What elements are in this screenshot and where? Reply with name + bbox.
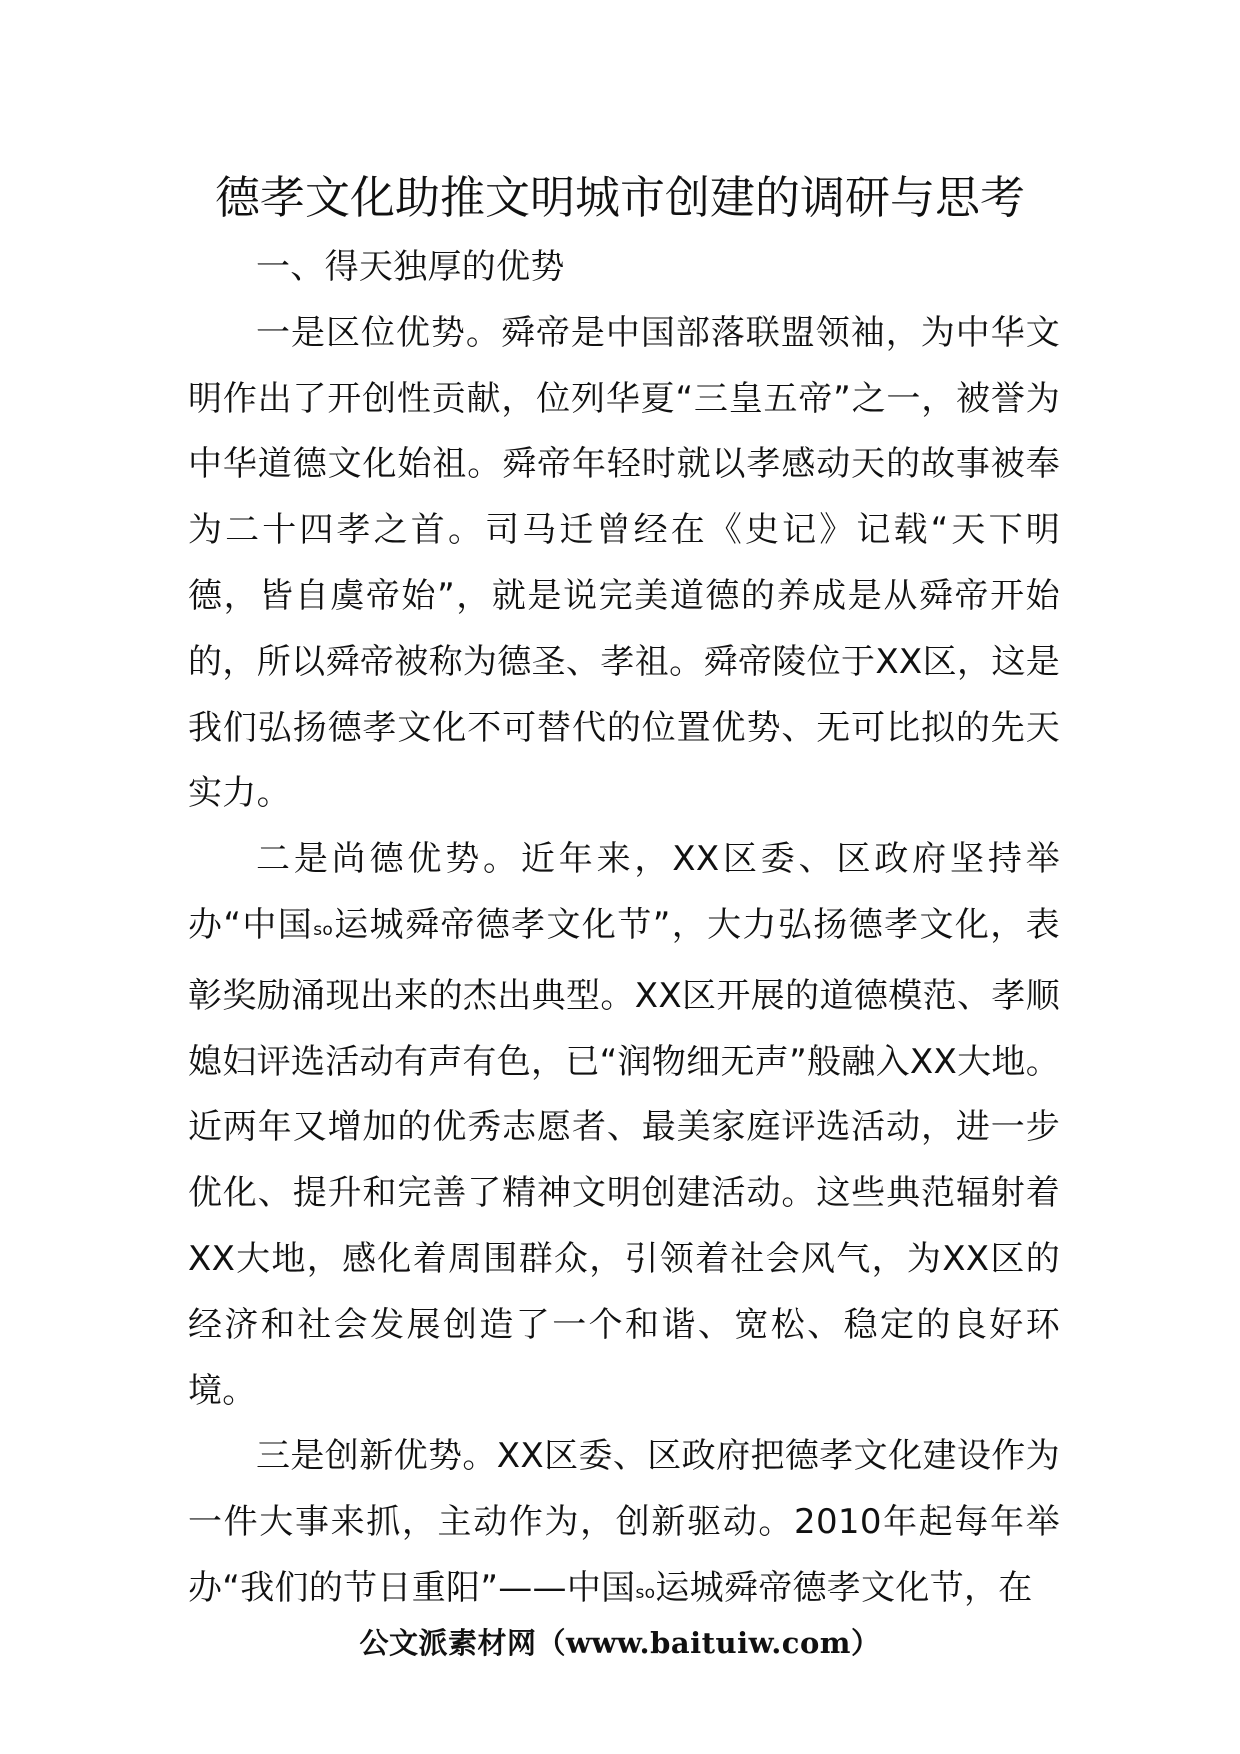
paragraph-text: 二是尚德优势。近年来，XX区委、区政府坚持举办“中国 (188, 839, 1060, 945)
paragraph-text: 运城舜帝德孝文化节，在 (655, 1567, 1033, 1608)
footer-watermark: 公文派素材网（www.baituiw.com） (359, 1626, 881, 1660)
paragraph-location-advantage: 一是区位优势。舜帝是中国部落联盟领袖，为中华文明作出了开创性贡献，位列华夏“三皇五帝”之一，被誉为中华道德文化始祖。舜帝年轻时就以孝感动天的故事被奉为二十四孝之首。司马迁曾经在《史记》记载“天下明德，皆自虞帝始”，就是说完美道德的养成是从舜帝开始的，所以舜帝被称为德圣、孝祖。舜帝陵位于XX区，这是我们弘扬德孝文化不可替代的位置优势、无可比拟的先天实力。 (188, 312, 1060, 814)
paragraph-text: 运城舜帝德孝文化节”，大力弘扬德孝文化，表彰奖励涌现出来的杰出典型。XX区开展的道德模范、孝顺媳妇评选活动有声有色，已“润物细无声”般融入XX大地。近两年又增加的优秀志愿者、最美家庭评选活动，进一步优化、提升和完善了精神文明创建活动。这些典范辐射着XX大地，感化着周围群众，引领着社会风气，为XX区的经济和社会发展创造了一个和谐、宽松、稳定的良好环境。 (188, 904, 1060, 1411)
paragraph-virtue-advantage (188, 827, 1060, 1424)
paragraph-text: 三是创新优势。XX区委、区政府把德孝文化建设作为一件大事来抓，主动作为，创新驱动。2010年起每年举办“我们的节日重阳”——中国 (188, 1436, 1060, 1608)
paragraph-innovation-advantage (188, 1424, 1060, 1626)
inline-small-glyph: so (635, 1582, 656, 1603)
section-heading: 一、得天独厚的优势 (256, 247, 565, 287)
inline-small-glyph: so (313, 919, 334, 940)
page-title: 德孝文化助推文明城市创建的调研与思考 (214, 171, 1025, 224)
document-body (188, 235, 1060, 1627)
